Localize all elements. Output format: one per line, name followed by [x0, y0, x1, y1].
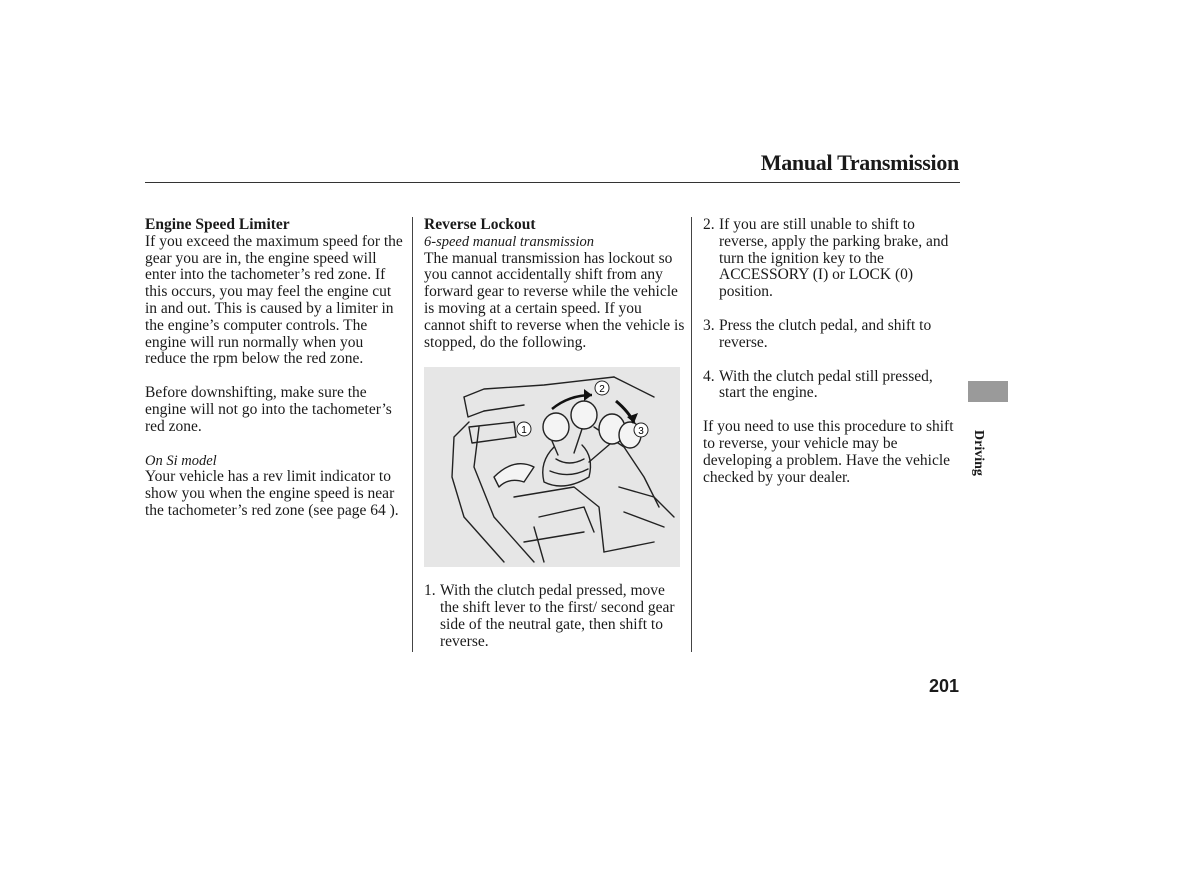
subheading-si-model: On Si model: [145, 452, 217, 469]
column-reverse-lockout-continued: [703, 217, 963, 486]
shift-lever-diagram: [424, 367, 680, 567]
column-reverse-lockout: [424, 217, 686, 651]
page-title: Manual Transmission: [760, 150, 959, 175]
section-heading-reverse-lockout: Reverse Lockout: [424, 216, 536, 233]
subheading-6-speed: 6-speed manual transmission: [424, 233, 594, 250]
figure-label-2: 2: [599, 384, 605, 396]
section-heading-engine-speed-limiter: Engine Speed Limiter: [145, 216, 290, 233]
paragraph-dealer-advice: If you need to use this procedure to shift to reverse, your vehicle may be developing a problem. Have the vehicle checked by your dealer.: [703, 418, 954, 486]
page-number: 201: [928, 676, 959, 696]
column-divider-2: [691, 217, 692, 652]
figure-label-1: 1: [521, 425, 527, 437]
shift-lever-illustration: [424, 367, 680, 567]
step-4-text: With the clutch pedal still pressed, start the engine.: [719, 367, 933, 402]
step-1-number: 1.: [424, 582, 436, 600]
step-1-text: With the clutch pedal pressed, move the shift lever to the first/ second gear side of the neutral gate, then shift to reverse.: [440, 582, 675, 650]
paragraph-lockout-explanation: The manual transmission has lockout so you cannot accidentally shift from any forward gear to reverse while the vehicle is moving at a certain speed. If you cannot shift to reverse when the vehicle is stopped, do the following.: [424, 249, 685, 351]
column-engine-speed-limiter: [145, 217, 407, 520]
step-3: [703, 318, 963, 352]
step-1: [424, 583, 686, 650]
section-tab-label: Driving: [971, 430, 986, 476]
paragraph-rev-limit-indicator: Your vehicle has a rev limit indicator to show you when the engine speed is near the tachometer’s red zone (see page 64 ).: [145, 468, 399, 519]
step-3-number: 3.: [703, 316, 715, 334]
step-2-number: 2.: [703, 216, 715, 233]
paragraph-limiter-explanation: If you exceed the maximum speed for the gear you are in, the engine speed will enter into the tachometer’s red zone. If this occurs, you may feel the engine cut in and out. This is caused by a limiter in the engine’s computer controls. The engine will run normally when you reduce the rpm below the red zone.: [145, 232, 403, 368]
step-2-text: If you are still unable to shift to reverse, apply the parking brake, and turn the ignition key to the ACCESSORY (I) or LOCK (0) position.: [719, 216, 949, 301]
title-divider: [145, 182, 960, 183]
paragraph-downshifting: Before downshifting, make sure the engine will not go into the tachometer’s red zone.: [145, 384, 392, 435]
figure-label-3: 3: [638, 426, 644, 438]
section-tab-marker: [968, 381, 1008, 402]
step-2: [703, 217, 963, 301]
step-4-number: 4.: [703, 367, 715, 385]
step-3-text: Press the clutch pedal, and shift to reverse.: [719, 316, 932, 351]
step-4: [703, 369, 963, 403]
column-divider-1: [412, 217, 413, 652]
